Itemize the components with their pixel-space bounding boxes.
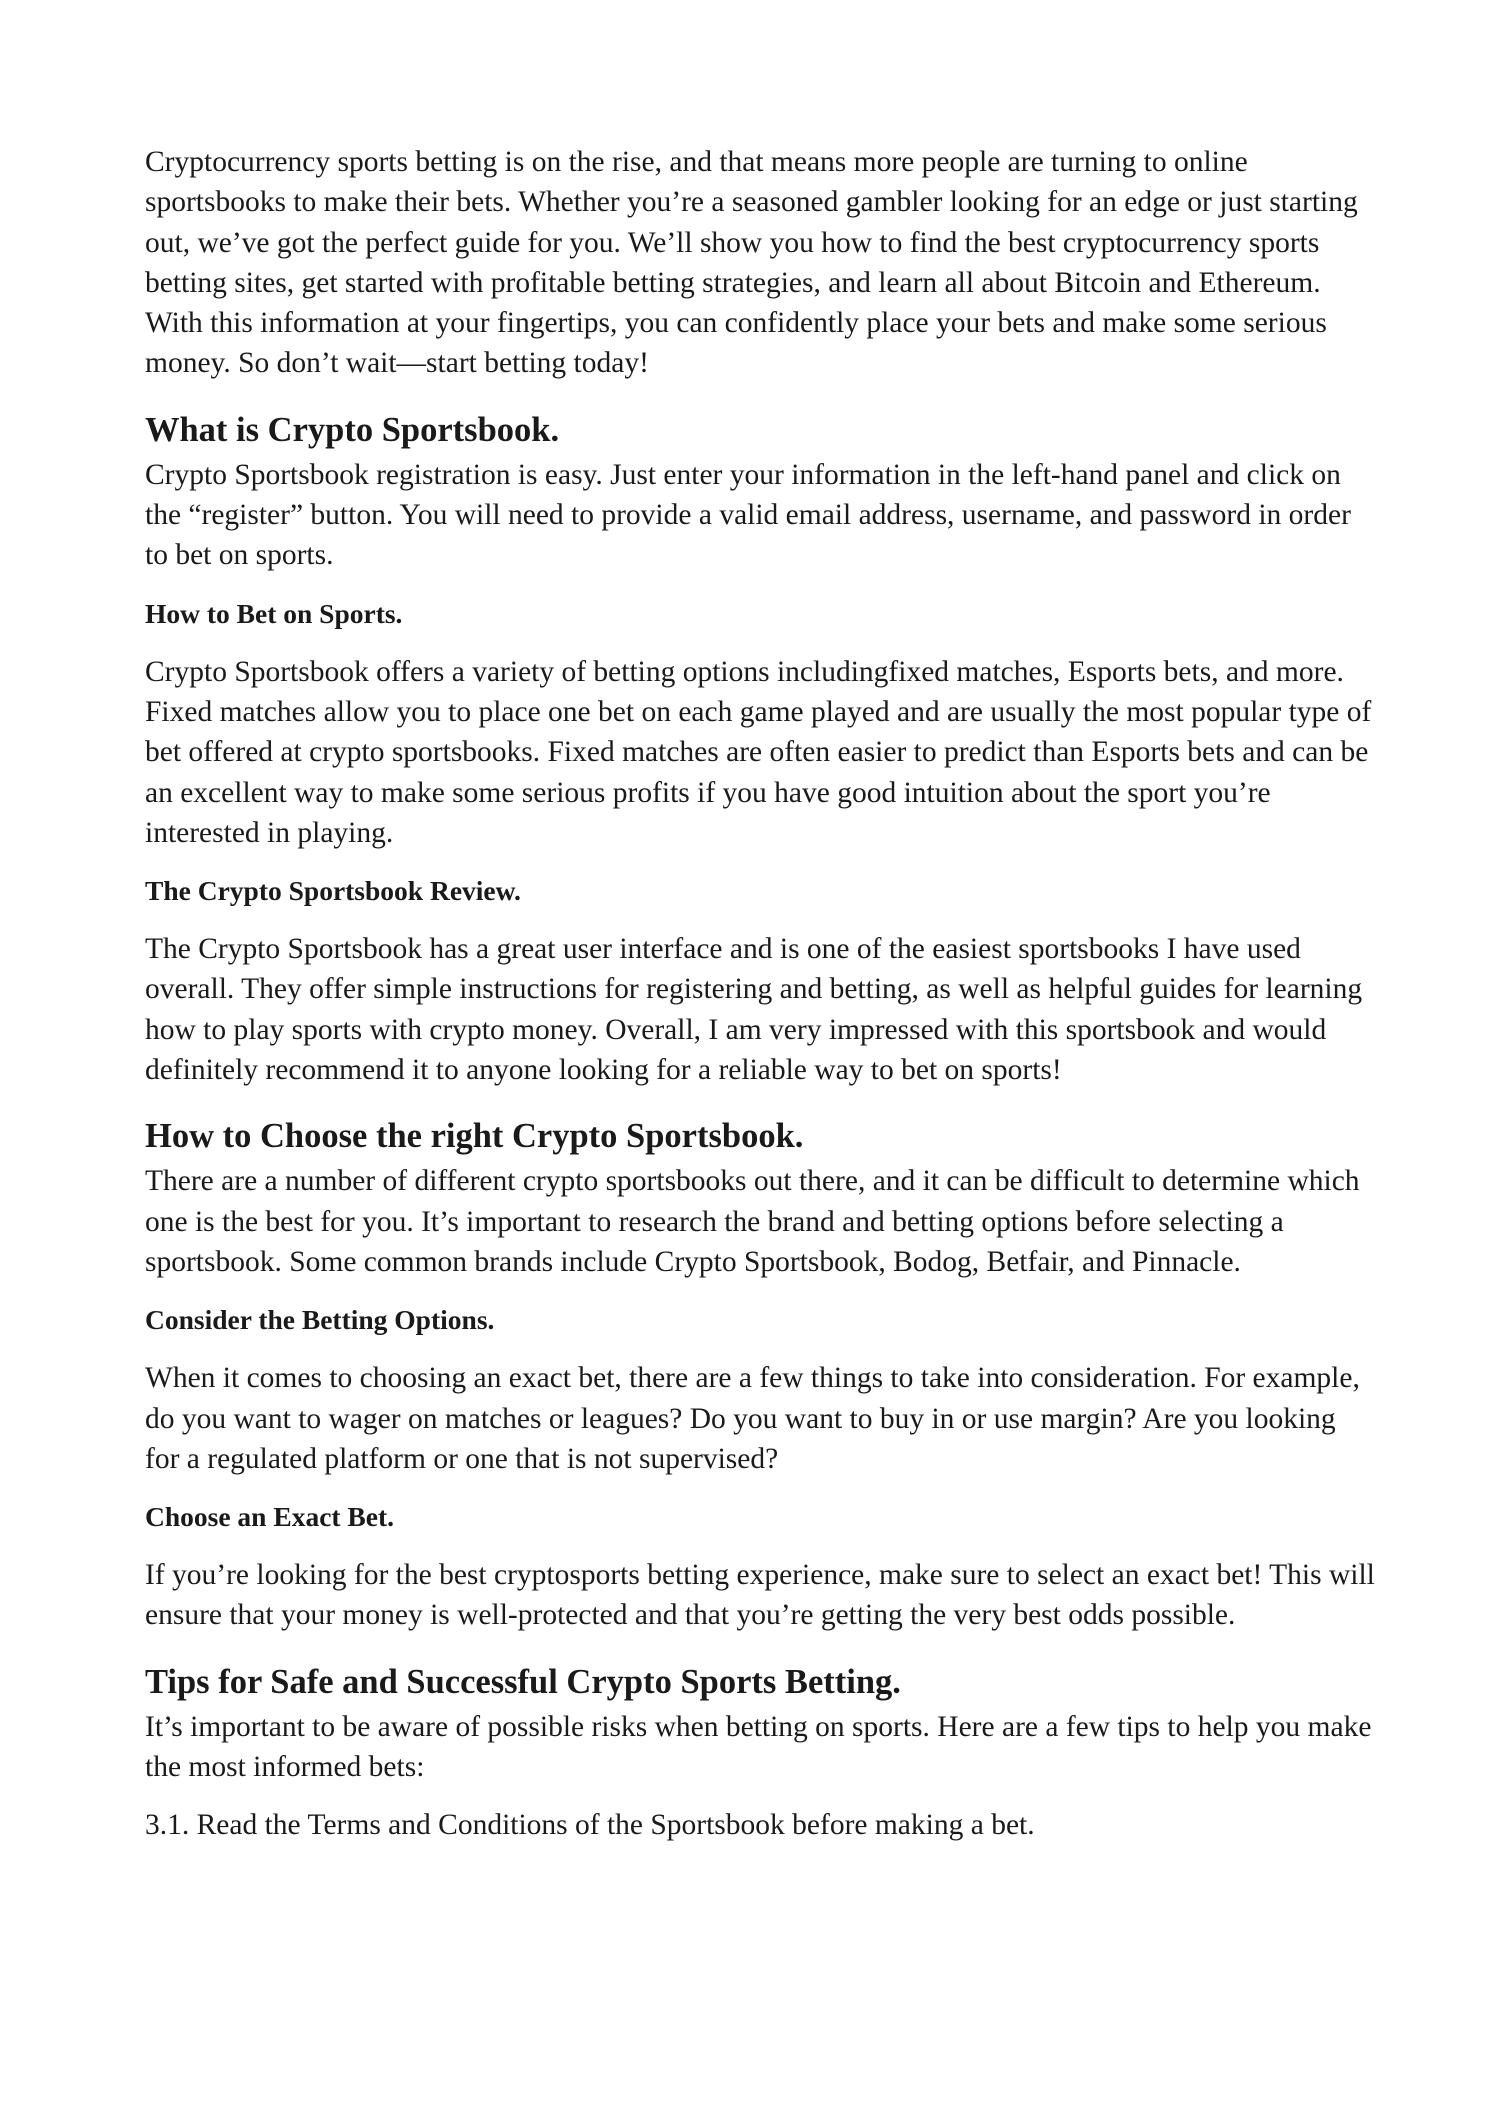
document-page [145, 142, 1375, 1846]
section2-paragraph: There are a number of different crypto sportsbooks out there, and it can be difficult to determine which one is the best for you. It’s important to research the brand and betting options before selecting a sportsbook. Some common brands include Crypto Sportsbook, Bodog, Betfair, and Pinnacle. [145, 1165, 1360, 1278]
section-heading-what-is-crypto-sportsbook: What is Crypto Sportsbook. [145, 410, 560, 449]
subheading-crypto-sportsbook-review: The Crypto Sportsbook Review. [145, 875, 521, 907]
exact-bet-paragraph: If you’re looking for the best cryptosports betting experience, make sure to select an exact bet! This will ensure that your money is well-protected and that you’re getting the very best odds possible. [145, 1559, 1375, 1632]
tip-list-item: 3.1. Read the Terms and Conditions of the Sportsbook before making a bet. [145, 1809, 1035, 1842]
betting-options-paragraph: When it comes to choosing an exact bet, there are a few things to take into consideration. For example, do you want to wager on matches or leagues? Do you want to buy in or use margin? Are you looking for a regulated platform or one that is not supervised? [145, 1362, 1360, 1475]
subheading-how-to-bet-on-sports: How to Bet on Sports. [145, 597, 403, 629]
subheading-consider-betting-options: Consider the Betting Options. [145, 1304, 495, 1336]
how-to-bet-paragraph: Crypto Sportsbook offers a variety of betting options includingfixed matches, Esports bets, and more. Fixed matches allow you to place one bet on each game played and are usually the most popular type of bet offered at crypto sportsbooks. Fixed matches are often easier to predict than Esports bets and can be an excellent way to make some serious profits if you have good intuition about the sport you’re interested in playing. [145, 655, 1372, 849]
intro-paragraph: Cryptocurrency sports betting is on the rise, and that means more people are turning to online sportsbooks to make their bets. Whether you’re a seasoned gambler looking for an edge or just starting out, we’ve got the perfect guide for you. We’ll show you how to find the best cryptocurrency sports betting sites, get started with profitable betting strategies, and learn all about Bitcoin and Ethereum. With this information at your fingertips, you can confidently place your bets and make some serious money. So don’t wait—start betting today! [145, 146, 1358, 380]
section3-paragraph: It’s important to be aware of possible risks when betting on sports. Here are a few tips to help you make the most informed bets: [145, 1710, 1372, 1784]
subheading-choose-exact-bet: Choose an Exact Bet. [145, 1501, 395, 1533]
section1-paragraph: Crypto Sportsbook registration is easy. Just enter your information in the left-hand panel and click on the “register” button. You will need to provide a valid email address, username, and password in order to bet on sports. [145, 458, 1351, 572]
section-heading-how-to-choose: How to Choose the right Crypto Sportsbook. [145, 1117, 804, 1156]
review-paragraph: The Crypto Sportsbook has a great user interface and is one of the easiest sportsbooks I have used overall. They offer simple instructions for registering and betting, as well as helpful guides for learning how to play sports with crypto money. Overall, I am very impressed with this sportsbook and would definitely recommend it to anyone looking for a reliable way to bet on sports! [145, 933, 1363, 1087]
section-heading-tips: Tips for Safe and Successful Crypto Sports Betting. [145, 1662, 901, 1701]
